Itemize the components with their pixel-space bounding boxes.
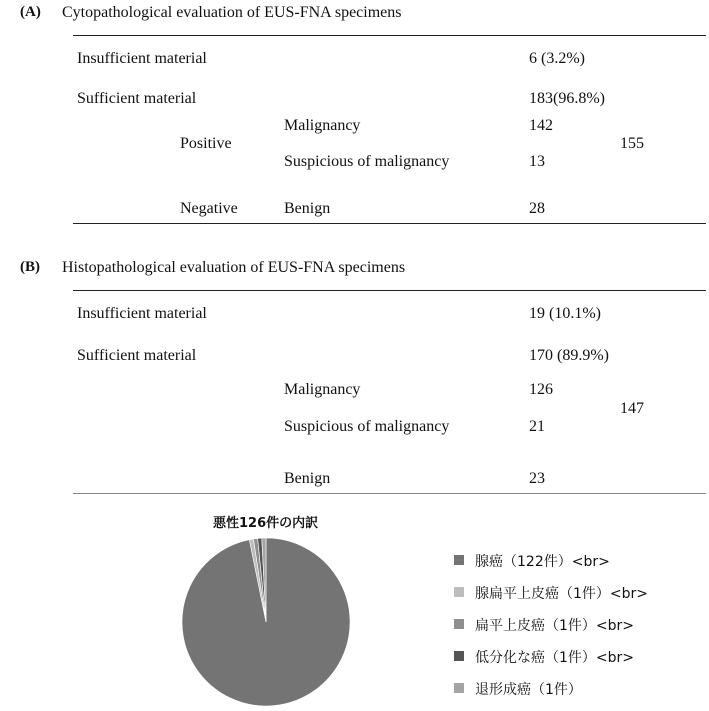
b-suspicious-value: 21	[529, 418, 545, 435]
a-sufficient-value: 183(96.8%)	[529, 90, 605, 107]
a-malignancy-label: Malignancy	[284, 117, 361, 134]
a-positive-label: Positive	[180, 135, 232, 152]
pie-chart-title: 悪性126件の内訳	[213, 516, 319, 531]
a-benign-label: Benign	[284, 200, 331, 217]
section-a-title: Cytopathological evaluation of EUS-FNA specimens	[62, 4, 402, 21]
a-positive-total: 155	[620, 135, 644, 152]
section-b-label: (B)	[20, 259, 40, 275]
b-sufficient-value: 170 (89.9%)	[529, 347, 609, 364]
table-b-bottom-rule	[73, 493, 706, 494]
legend-label-0: 腺癌（122件）<br>	[475, 554, 610, 570]
table-b-top-rule	[73, 290, 706, 291]
section-b-title: Histopathological evaluation of EUS-FNA specimens	[62, 259, 406, 276]
b-benign-value: 23	[529, 470, 545, 487]
legend-label-3: 低分化な癌（1件）<br>	[475, 650, 635, 666]
a-malignancy-value: 142	[529, 117, 553, 134]
table-a-bottom-rule	[73, 223, 706, 224]
b-benign-label: Benign	[284, 470, 331, 487]
pie-chart	[181, 537, 351, 707]
legend-swatch-0	[454, 555, 464, 565]
b-insufficient-value: 19 (10.1%)	[529, 305, 601, 322]
a-insufficient-label: Insufficient material	[77, 50, 207, 67]
a-suspicious-value: 13	[529, 153, 545, 170]
a-suspicious-label: Suspicious of malignancy	[284, 153, 450, 170]
table-a-top-rule	[73, 35, 706, 36]
legend-swatch-3	[454, 651, 464, 661]
a-benign-value: 28	[529, 200, 545, 217]
b-malignancy-value: 126	[529, 381, 553, 398]
b-sufficient-label: Sufficient material	[77, 347, 197, 364]
legend-swatch-2	[454, 619, 464, 629]
b-insufficient-label: Insufficient material	[77, 305, 207, 322]
a-negative-label: Negative	[180, 200, 238, 217]
a-sufficient-label: Sufficient material	[77, 90, 197, 107]
b-positive-total: 147	[620, 400, 644, 417]
legend-swatch-1	[454, 587, 464, 597]
section-a-label: (A)	[20, 4, 41, 20]
legend-label-1: 腺扁平上皮癌（1件）<br>	[475, 586, 649, 602]
a-insufficient-value: 6 (3.2%)	[529, 50, 585, 67]
legend-label-2: 扁平上皮癌（1件）<br>	[475, 618, 635, 634]
legend-swatch-4	[454, 683, 464, 693]
b-suspicious-label: Suspicious of malignancy	[284, 418, 450, 435]
legend-label-4: 退形成癌（1件）	[475, 682, 582, 698]
b-malignancy-label: Malignancy	[284, 381, 361, 398]
